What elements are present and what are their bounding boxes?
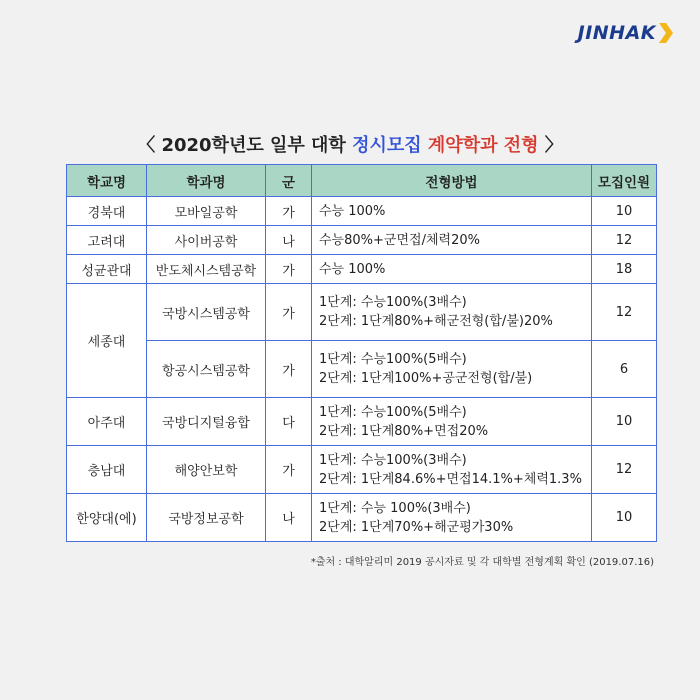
- method-line: 수능 100%: [319, 261, 386, 277]
- cell-group: 가: [266, 197, 312, 226]
- chevron-right-icon: [658, 22, 674, 44]
- header-quota: 모집인원: [592, 165, 657, 197]
- cell-method: [312, 494, 592, 542]
- method-line: 1단계: 수능100%(3배수): [319, 452, 467, 468]
- cell-group: 가: [266, 446, 312, 494]
- method-line: 2단계: 1단계100%+공군전형(합/불): [319, 371, 533, 386]
- title-highlight-admission: 정시모집: [352, 135, 422, 156]
- table-row: [67, 398, 657, 446]
- cell-quota: 12: [592, 446, 657, 494]
- cell-dept: 반도체시스템공학: [147, 255, 266, 284]
- title-suffix: 〉: [538, 135, 563, 156]
- cell-dept: 국방정보공학: [147, 494, 266, 542]
- cell-group: 다: [266, 398, 312, 446]
- table-row: [67, 197, 657, 226]
- cell-quota: 10: [592, 197, 657, 226]
- method-line: 1단계: 수능100%(5배수): [319, 404, 467, 420]
- cell-dept: 해양안보학: [147, 446, 266, 494]
- header-method: 전형방법: [312, 165, 592, 197]
- table-row: [67, 255, 657, 284]
- cell-group: 가: [266, 341, 312, 398]
- cell-quota: 12: [592, 226, 657, 255]
- method-line: 1단계: 수능100%(3배수): [319, 295, 467, 310]
- header-group: 군: [266, 165, 312, 197]
- method-line: 수능 100%: [319, 203, 386, 219]
- cell-dept: 국방디지털융합: [147, 398, 266, 446]
- cell-school: 성균관대: [67, 255, 147, 284]
- title-highlight-contract: 계약학과 전형: [427, 135, 539, 156]
- cell-quota: 12: [592, 284, 657, 341]
- table-row: [67, 446, 657, 494]
- cell-quota: 18: [592, 255, 657, 284]
- method-line: 2단계: 1단계80%+면접20%: [319, 423, 489, 439]
- cell-method: [312, 226, 592, 255]
- cell-quota: 10: [592, 494, 657, 542]
- method-line: 2단계: 1단계80%+해군전형(합/불)20%: [319, 314, 553, 329]
- method-line: 수능80%+군면접/체력20%: [319, 232, 480, 248]
- admission-table: [66, 164, 657, 542]
- title-prefix: 〈 2020학년도 일부 대학: [137, 135, 353, 156]
- cell-school: 한양대(에): [67, 494, 147, 542]
- method-line: 1단계: 수능100%(5배수): [319, 352, 467, 367]
- cell-quota: 10: [592, 398, 657, 446]
- cell-group: 가: [266, 255, 312, 284]
- cell-method: [312, 284, 592, 341]
- cell-school: 고려대: [67, 226, 147, 255]
- header-school: 학교명: [67, 165, 147, 197]
- table-row: [67, 226, 657, 255]
- jinhak-logo: [578, 22, 674, 44]
- table-row: [67, 284, 657, 341]
- cell-dept: 모바일공학: [147, 197, 266, 226]
- cell-dept: 항공시스템공학: [147, 341, 266, 398]
- cell-school: 세종대: [67, 284, 147, 398]
- cell-method: [312, 197, 592, 226]
- cell-group: 나: [266, 226, 312, 255]
- cell-school: 경북대: [67, 197, 147, 226]
- cell-group: 가: [266, 284, 312, 341]
- cell-method: [312, 398, 592, 446]
- cell-dept: 국방시스템공학: [147, 284, 266, 341]
- page-title: [0, 131, 700, 157]
- cell-dept: 사이버공학: [147, 226, 266, 255]
- cell-school: 충남대: [67, 446, 147, 494]
- cell-quota: 6: [592, 341, 657, 398]
- cell-group: 나: [266, 494, 312, 542]
- method-line: 2단계: 1단계84.6%+면접14.1%+체력1.3%: [319, 471, 582, 487]
- table-header-row: [67, 165, 657, 197]
- method-line: 2단계: 1단계70%+해군평가30%: [319, 519, 514, 535]
- cell-method: [312, 446, 592, 494]
- logo-text: JINHAK: [577, 22, 656, 44]
- table-row: [67, 494, 657, 542]
- cell-school: 아주대: [67, 398, 147, 446]
- method-line: 1단계: 수능 100%(3배수): [319, 500, 471, 516]
- source-note: *출처 : 대학알리미 2019 공시자료 및 각 대학별 전형계획 확인 (2019.07.16): [310, 557, 654, 568]
- cell-method: [312, 255, 592, 284]
- cell-method: [312, 341, 592, 398]
- header-dept: 학과명: [147, 165, 266, 197]
- table-row: [67, 341, 657, 398]
